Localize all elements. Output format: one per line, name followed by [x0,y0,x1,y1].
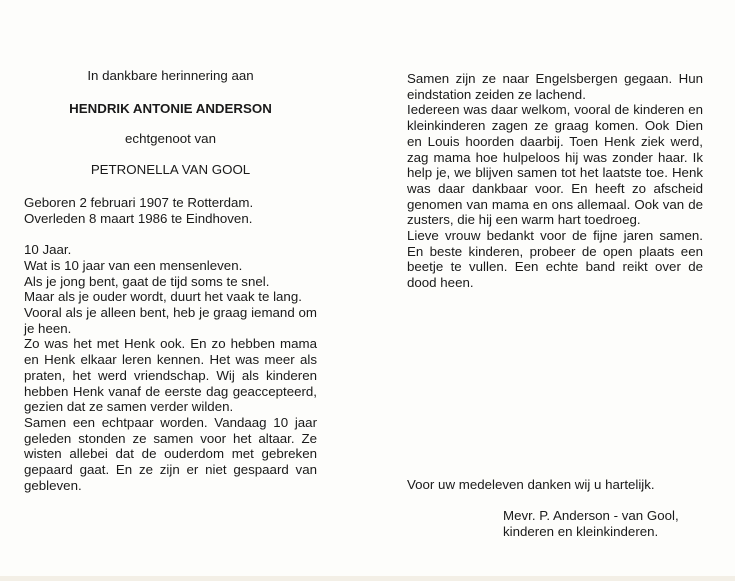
left-column [24,68,317,493]
poem-paragraph: Vooral als je alleen bent, heb je graag iemand om je heen. [24,305,317,336]
poem-title: 10 Jaar. [24,242,72,258]
signature-block [503,508,679,539]
text-paragraph: Samen zijn ze naar Engelsbergen gegaan. Hun eindstation zeiden ze lachend. [407,71,703,102]
poem-paragraph: Wat is 10 jaar van een mensenleven. [24,257,243,273]
right-column [407,71,703,291]
relation-text: echtgenoot van [125,131,216,147]
signature-name: Mevr. P. Anderson - van Gool, [503,508,679,523]
birth-line: Geboren 2 februari 1907 te Rotterdam. [24,194,254,210]
intro-text: In dankbare herinnering aan [87,68,254,83]
bottom-edge [0,576,735,581]
text-paragraph: Lieve vrouw bedankt voor de fijne jaren samen. En beste kinderen, probeer de open plaats een beetje te vullen. Een echte band reikt over de dood heen. [407,228,703,291]
poem-paragraph: Maar als je ouder wordt, duurt het vaak te lang. [24,289,302,305]
poem-paragraph: Samen een echtpaar worden. Vandaag 10 jaar geleden stonden ze samen voor het altaar. Ze wisten allebei dat de ouderdom met gebreken gepaard gaat. En ze zijn er niet gespaard van gebleven. [24,414,317,493]
deceased-name: HENDRIK ANTONIE ANDERSON [69,100,272,116]
thanks-line: Voor uw medeleven danken wij u hartelijk. [407,477,655,492]
signature-family: kinderen en kleinkinderen. [503,523,659,539]
spouse-name: PETRONELLA VAN GOOL [90,162,251,178]
poem-paragraph: Als je jong bent, gaat de tijd soms te snel. [24,273,270,289]
text-paragraph: Iedereen was daar welkom, vooral de kinderen en kleinkinderen zagen ze graag komen. Ook Dien en Louis hoorden daarbij. Toen Henk ziek werd, zag mama hoe hulpeloos hij was zonder haar. Ik help je, we blijven samen tot het laatste toe. Henk was daar dankbaar voor. En heeft zo afscheid genomen van mama en ons allemaal. Ook van de zusters, die hij een warm hart toedroeg. [407,102,703,228]
poem-paragraph: Zo was het met Henk ook. En zo hebben mama en Henk elkaar leren kennen. Het was meer als praten, het werd vriendschap. Wij als kinderen hebben Henk vanaf de eerste dag geaccepteerd, gezien dat ze samen verder wilden. [24,336,317,415]
death-line: Overleden 8 maart 1986 te Eindhoven. [24,210,253,226]
